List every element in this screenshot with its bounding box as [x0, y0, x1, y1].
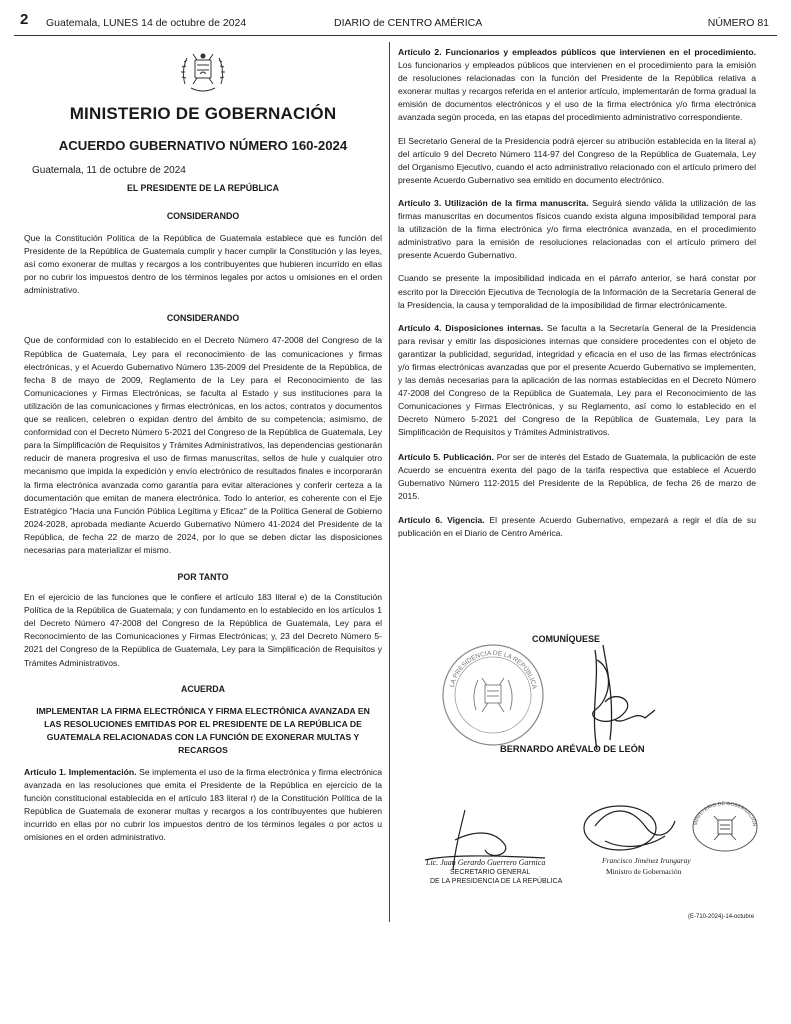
article-2-paragraph-2: El Secretario General de la Presidencia podrá ejercer su atribución establecida en la literal a) del artículo 9 del Decreto Número 114-97 del Congreso de la República de Guatemala, Ley del Organismo Ejecutivo, cuando el acto administrativo relacionado con el artículo primero del presente Acuerdo Gubernativo sea emitido en documento electrónico. [398, 135, 756, 185]
acuerda-heading: ACUERDA [181, 683, 225, 694]
minister-name: Francisco Jiménez Irungaray [602, 856, 691, 865]
left-column [24, 46, 382, 845]
article-6-title: Artículo 6. Vigencia. [398, 514, 485, 525]
column-divider [389, 42, 390, 922]
implement-heading: IMPLEMENTAR LA FIRMA ELECTRÓNICA Y FIRMA ELECTRÓNICA AVANZADA EN LAS RESOLUCIONES EMITIDAS POR EL PRESIDENTE DE LA REPÚBLICA DE GUATEMALA RELACIONADAS CON LA FUNCIÓN DE EXONERAR MULTAS Y RECARGOS [36, 705, 370, 755]
footer-code: (E-710-2024)-14-octubre [688, 914, 755, 920]
coat-of-arms-icon [173, 46, 233, 96]
president-heading: EL PRESIDENTE DE LA REPÚBLICA [126, 183, 279, 193]
page-number: 2 [20, 11, 29, 28]
minister-title: Ministro de Gobernación [606, 867, 682, 876]
article-5 [398, 451, 756, 503]
article-3-paragraph-2: Cuando se presente la imposibilidad indicada en el párrafo anterior, se hará constar por escrito por la Dirección Ejecutiva de Tecnología de la Información de la Secretaría General de la Presidencia, la causa y temporalidad de la imposibilidad de firmar electrónicamente. [398, 273, 756, 310]
header-date: Guatemala, LUNES 14 de octubre de 2024 [46, 17, 247, 29]
article-4 [398, 322, 756, 440]
issue-number: NÚMERO 81 [707, 17, 769, 29]
considerando-1-text: Que la Constitución Política de la República de Guatemala establece que es función del Presidente de la República de Guatemala cumplir y hacer cumplir la Constitución y las leyes, así como exonerar de multas y recargos a los contribuyentes que hubieren incurrido en ellas por no cubrir los impuestos dentro de los términos legales por actos u omisiones en el orden administrativo. [24, 233, 382, 296]
page-header [14, 11, 777, 36]
secretary-title-2: DE LA PRESIDENCIA DE LA REPÚBLICA [430, 878, 563, 885]
article-1-text: Se implementa el uso de la firma electrónica y firma electrónica avanzada en las resoluciones que emita el Presidente de la República en ejercicio de la función constitucional establecida en el artículo 183 literal r) de la Constitución Política de la República de Guatemala de exonerar multas y recargos a los contribuyentes que hubieren incurrido en ellas por no cubrir los impuestos dentro de los términos legales o por actos u omisiones en el orden administrativo. [24, 767, 382, 843]
article-1 [24, 766, 382, 845]
article-6-text: El presente Acuerdo Gubernativo, empezará a regir el día de su publicación en el Diario de Centro América. [398, 514, 756, 538]
article-6 [398, 514, 756, 540]
president-name: BERNARDO ARÉVALO DE LEÓN [500, 744, 645, 754]
ministry-seal-icon [690, 800, 760, 855]
article-2-title: Artículo 2. Funcionarios y empleados públicos que intervienen en el procedimiento. [398, 47, 756, 57]
article-1-title: Artículo 1. Implementación. [24, 767, 137, 777]
article-5-title: Artículo 5. Publicación. [398, 451, 494, 462]
secretary-signature-icon [405, 800, 575, 880]
por-tanto-heading: POR TANTO [177, 572, 229, 583]
considerando-2-text: Que de conformidad con lo establecido en el Decreto Número 47-2008 del Congreso de la República de Guatemala, Ley para el reconocimiento de las comunicaciones y firmas electrónicas, y el Acuerdo Gubernativo Número 135-2009 del Presidente de la República, de fecha 8 de mayo de 2009, Reglamento de la Ley para el Reconocimiento de las Comunicaciones y Firmas Electrónicas, se faculta al Estado y sus instituciones para la utilización de las comunicaciones y firmas electrónicas, en los actos, contratos y documentos que se realicen, celebren o expidan dentro del ámbito de su competencia; asimismo, de conformidad con el Decreto Número 5-2021 del Congreso de la República de Guatemala, Ley para la Simplificación de Requisitos y Trámites Administrativos, las dependencias gestionarán reducir de manera progresiva el uso de firmas manuscritas, sellos de hule y cualquier otro mecanismo que impida la expedición y envío electrónico de resultados finales e incorporarán la firma electrónica avanzada como garantía para evitar alteraciones y conferir certeza a la documentación que emitan de manera electrónica. Todo lo anterior, es coherente con el Eje Estratégico "Hacia una Función Pública Legítima y Eficaz" de la Política General de Gobierno 2024-2028, aprobada mediante Acuerdo Gubernativo Número 41-2024 del Presidente de la República, de fecha 22 de marzo de 2024, por lo que se deben dictar las disposiciones necesarias para materializar el mismo. [24, 335, 382, 555]
place-date: Guatemala, 11 de octubre de 2024 [32, 165, 186, 176]
por-tanto-text: En el ejercicio de las funciones que le confiere el artículo 183 literal e) de la Constitución Política de la República de Guatemala; y con fundamento en lo establecido en los artículos 1 del Decreto Número 47-2008 del Congreso de la República de Guatemala, Ley para el Reconocimiento de las Comunicaciones y Firmas Electrónicas; y, 23 del Decreto Número 5-2021 del Congreso de la República de Guatemala, Ley para la Simplificación de Requisitos y Trámites Administrativos. [24, 592, 382, 668]
considerando-2-heading: CONSIDERANDO [166, 313, 240, 324]
article-5-text: Por ser de interés del Estado de Guatemala, la publicación de este Acuerdo se encuentra exenta del pago de la tarifa respectiva que establece el Acuerdo Gubernativo Número 112-2015 del Presidente de la República, de fecha 26 de marzo de 2015. [398, 451, 757, 501]
presidency-seal-text: LA PRESIDENCIA DE LA REPÚBLICA [448, 649, 538, 690]
ministry-title: MINISTERIO DE GOBERNACIÓN [69, 104, 337, 123]
article-3 [398, 197, 756, 262]
publication-name: DIARIO de CENTRO AMÉRICA [334, 17, 483, 29]
considerando-1-heading: CONSIDERANDO [166, 211, 240, 221]
comuniquese-label: COMUNÍQUESE [532, 634, 601, 644]
article-4-title: Artículo 4. Disposiciones internas. [398, 322, 544, 333]
president-signature-icon [555, 640, 665, 760]
article-4-text: Se faculta a la Secretaría General de la Presidencia para revisar y emitir las disposiciones internas que considere procedentes con el objeto de garantizar la publicidad, seguridad, integridad y eficacia en el uso de las firmas electrónicas y/o firmas electrónicas avanzadas que por el presente Acuerdo Gubernativo se implementen, y las demás necesarias para la aplicación de las normas establecidas en el Decreto Número 47-2008 del Congreso de la República de Guatemala, Ley para el Reconocimiento de las Comunicaciones y Firmas Electrónicas, y su Reglamento, así como lo establecido en el Decreto Número 5-2021 del Congreso de la República de Guatemala, Ley para la Simplificación de Requisitos y Trámites Administrativos. [398, 322, 756, 438]
presidency-seal-icon [438, 640, 548, 750]
agreement-title: ACUERDO GUBERNATIVO NÚMERO 160-2024 [58, 138, 348, 153]
article-2 [398, 46, 756, 125]
ministry-seal-text: MINISTERIO DE GOBERNACIÓN [693, 800, 758, 827]
article-3-text: Seguirá siendo válida la utilización de las firmas manuscritas en documentos físicos cuando exista alguna imposibilidad temporal para la utilización de la firma electrónica y/o firma electrónica avanzada, en el procedimiento administrativo para la emisión de resoluciones relacionadas con el artículo primero del presente Acuerdo Gubernativo. [398, 197, 756, 261]
right-column [398, 46, 756, 540]
article-2-text: Los funcionarios y empleados públicos que intervienen en el procedimiento para la emisión de resoluciones relacionadas con la función del Presidente de la República relativa a exonerar multas y recargos referida en el anterior artículo, implementarán de forma gradual la emisión de documentos electrónicos y el uso de la firma electrónica y/o firma electrónica avanzada según proceda, en las etapas del procedimiento administrativo correspondiente. [398, 60, 756, 123]
secretary-title-1: SECRETARIO GENERAL [450, 869, 531, 876]
article-3-title: Artículo 3. Utilización de la firma manuscrita. [398, 197, 589, 208]
secretary-name: Lic. Juan Gerardo Guerrero Garnica [426, 858, 546, 867]
